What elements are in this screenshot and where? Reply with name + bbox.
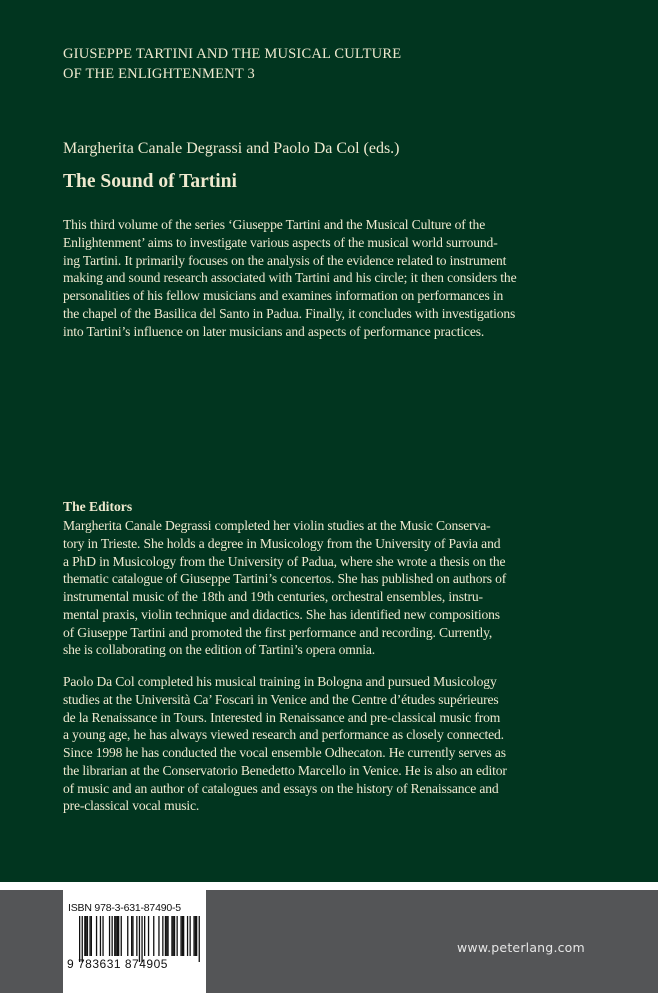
- barcode-bar: [177, 916, 178, 956]
- barcode-bar: [183, 916, 184, 956]
- barcode-bar: [196, 916, 197, 956]
- text-line: making and sound research associated with Tartini and his circle; it then considers the: [63, 270, 517, 286]
- barcode-bar: [139, 916, 140, 962]
- barcode-bar: [180, 916, 181, 956]
- barcode-bar: [187, 916, 188, 956]
- barcode-bar: [102, 916, 103, 956]
- barcode-bar: [199, 916, 200, 962]
- text-line: studies at the Università Ca’ Foscari in Venice and the Centre d’études supérieures: [63, 691, 499, 707]
- barcode-bar: [141, 916, 142, 962]
- barcode-bar: [117, 916, 118, 956]
- barcode-bar: [100, 916, 101, 956]
- barcode-bar: [132, 916, 133, 956]
- barcode-box: [63, 882, 206, 993]
- barcode-bar: [153, 916, 154, 956]
- text-line: she is collaborating on the edition of Tartini’s opera omnia.: [63, 642, 376, 658]
- barcode-bar: [131, 916, 132, 956]
- text-line: Margherita Canale Degrassi completed her violin studies at the Music Conserva-: [63, 518, 491, 533]
- text-line: the librarian at the Conservatorio Benedetto Marcello in Venice. He is also an editor: [63, 762, 507, 778]
- text-line: ing Tartini. It primarily focuses on the analysis of the evidence related to instrument: [63, 252, 507, 268]
- text-line: Paolo Da Col completed his musical training in Bologna and pursued Musicology: [63, 674, 497, 689]
- text-line: of Giuseppe Tartini and promoted the first performance and recording. Currently,: [63, 624, 493, 640]
- barcode-bar: [166, 916, 167, 956]
- publisher-website-link[interactable]: www.peterlang.com: [457, 940, 585, 955]
- barcode-bar: [171, 916, 172, 956]
- barcode-bar: [148, 916, 149, 956]
- barcode-bar: [82, 916, 83, 962]
- barcode-bar: [112, 916, 113, 956]
- description-paragraph: [63, 216, 516, 340]
- barcode-bar: [158, 916, 159, 956]
- text-line: pre-classical vocal music.: [63, 798, 200, 814]
- barcode-bar: [118, 916, 119, 956]
- book-title: The Sound of Tartini: [63, 171, 237, 192]
- editor-bio-da-col: [63, 673, 507, 815]
- barcode-bar: [87, 916, 88, 956]
- editor-bio-canale-degrassi: [63, 517, 506, 659]
- series-title: [63, 44, 401, 84]
- barcode-bar: [84, 916, 85, 956]
- text-line: mental praxis, violin technique and didactics. She has identified new compositions: [63, 606, 500, 622]
- barcode-bar: [144, 916, 145, 956]
- text-line: instrumental music of the 18th and 19th centuries, orchestral ensembles, instru-: [63, 589, 483, 604]
- text-line: a young age, he has always viewed research and performance as closely connected.: [63, 727, 504, 743]
- barcode-bar: [114, 916, 115, 956]
- barcode-bar: [96, 916, 97, 956]
- text-line: This third volume of the series ‘Giuseppe Tartini and the Musical Culture of the: [63, 217, 486, 232]
- text-line: tory in Trieste. She holds a degree in Musicology from the University of Pavia and: [63, 535, 501, 551]
- barcode-bar: [165, 916, 166, 956]
- barcode-bar: [127, 916, 128, 956]
- barcode-icon: [67, 916, 201, 962]
- text-line: of music and an author of catalogues and essays on the history of Renaissance and: [63, 780, 499, 796]
- series-title-line: GIUSEPPE TARTINI AND THE MUSICAL CULTURE: [63, 46, 402, 62]
- text-line: the chapel of the Basilica del Santo in Padua. Finally, it concludes with investigations: [63, 305, 516, 321]
- barcode-bar: [121, 916, 122, 956]
- text-line: a PhD in Musicology from the University of Padua, where she wrote a thesis on the: [63, 553, 506, 569]
- editors-heading: The Editors: [63, 499, 133, 514]
- barcode-bar: [195, 916, 196, 956]
- book-editors: Margherita Canale Degrassi and Paolo Da Col (eds.): [63, 140, 400, 157]
- barcode-bar: [91, 916, 92, 956]
- barcode-digits: 9 783631 874905: [67, 957, 168, 971]
- barcode-bar: [167, 916, 168, 956]
- barcode-bar: [173, 916, 174, 956]
- barcode-bar: [79, 916, 80, 962]
- series-title-line: OF THE ENLIGHTENMENT 3: [63, 66, 255, 82]
- barcode-bar: [115, 916, 116, 956]
- barcode-bar: [174, 916, 175, 956]
- isbn-label: ISBN 978-3-631-87490-5: [68, 902, 181, 914]
- text-line: into Tartini’s influence on later musicians and aspects of performance practices.: [63, 323, 485, 339]
- text-line: thematic catalogue of Giuseppe Tartini’s concertos. She has published on authors of: [63, 571, 507, 587]
- barcode-bar: [136, 916, 137, 956]
- text-line: Since 1998 he has conducted the vocal ensemble Odhecaton. He currently serves as: [63, 745, 506, 760]
- barcode-bar: [193, 916, 194, 956]
- barcode-bar: [109, 916, 110, 956]
- text-line: Enlightenment’ aims to investigate various aspects of the musical world surround-: [63, 234, 498, 250]
- text-line: de la Renaissance in Tours. Interested in Renaissance and pre-classical music from: [63, 709, 501, 725]
- text-line: personalities of his fellow musicians and examines information on performances in: [63, 288, 504, 303]
- barcode-bar: [89, 916, 90, 956]
- barcode-bar: [182, 916, 183, 956]
- barcode-bar: [190, 916, 191, 956]
- barcode-bar: [86, 916, 87, 956]
- barcode-bar: [162, 916, 163, 956]
